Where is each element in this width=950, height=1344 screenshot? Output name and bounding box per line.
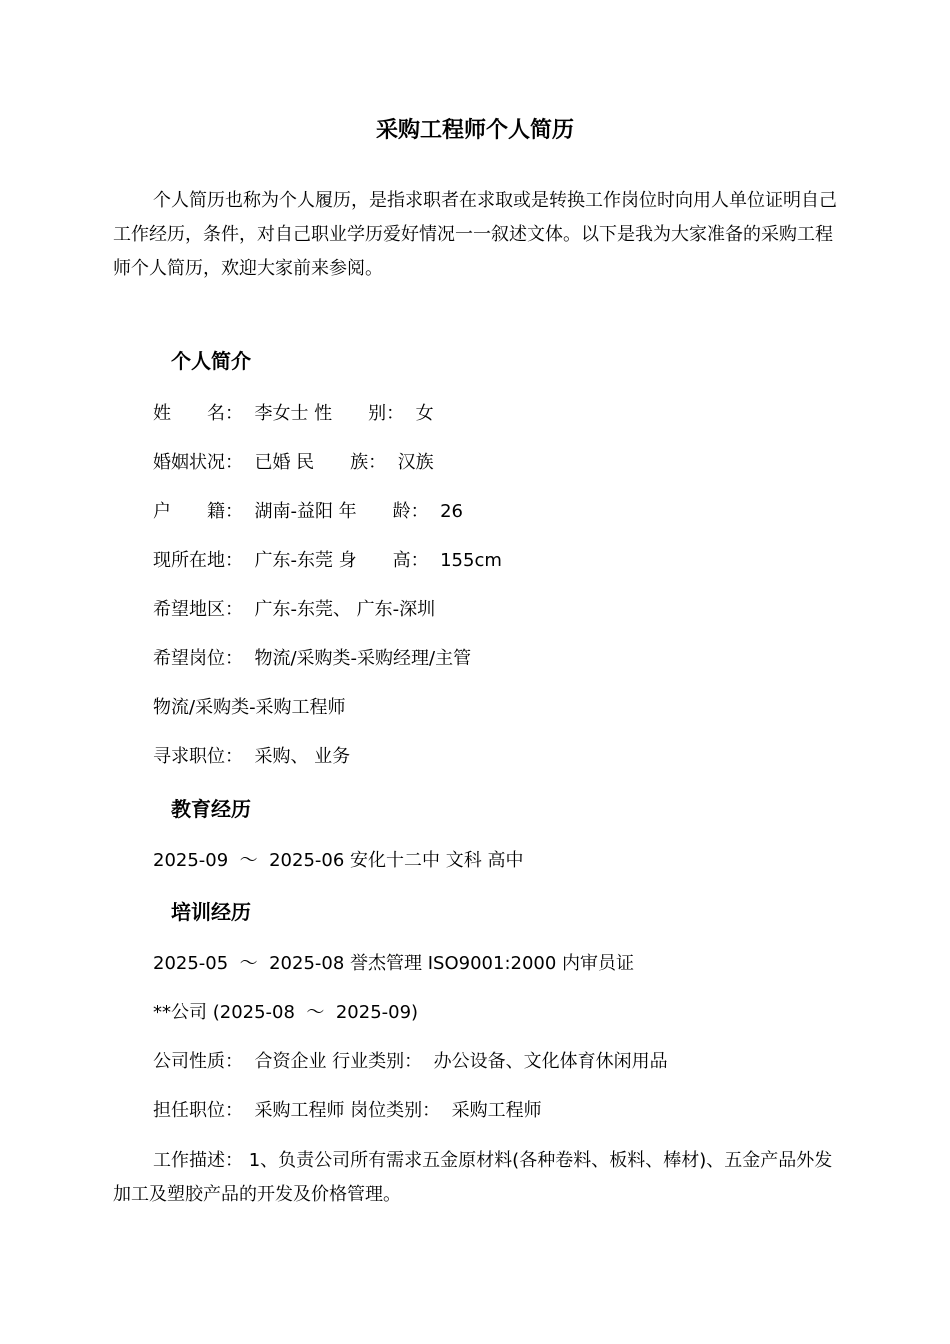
- profile-line-hukou-age: 户 籍： 湖南-益阳 年 龄： 26: [153, 501, 464, 522]
- work-company-type-line: 公司性质： 合资企业 行业类别： 办公设备、文化体育休闲用品: [153, 1051, 668, 1072]
- section-heading-education: 教育经历: [171, 797, 251, 821]
- intro-paragraph: 个人简历也称为个人履历，是指求职者在求取或是转换工作岗位时向用人单位证明自己工作经历，条件，对自己职业学历爱好情况一一叙述文体。以下是我为大家准备的采购工程师个人简历，欢迎大家前来参阅。: [113, 190, 837, 279]
- profile-line-desired-position-cont: 物流/采购类-采购工程师: [153, 697, 346, 718]
- profile-line-location-height: 现所在地： 广东-东莞 身 高： 155cm: [153, 550, 502, 571]
- profile-line-marital-ethnicity: 婚姻状况： 已婚 民 族： 汉族: [153, 452, 434, 473]
- section-heading-profile: 个人简介: [171, 349, 251, 373]
- section-heading-training: 培训经历: [171, 900, 251, 924]
- work-position-line: 担任职位： 采购工程师 岗位类别： 采购工程师: [153, 1100, 542, 1121]
- work-description-paragraph: 工作描述： 1、负责公司所有需求五金原材料(各种卷料、板料、棒材)、五金产品外发加工及塑胶产品的开发及价格管理。: [113, 1150, 833, 1205]
- work-company-line: **公司 (2025-08 ～ 2025-09): [153, 1002, 419, 1023]
- profile-line-desired-region: 希望地区： 广东-东莞、 广东-深圳: [153, 599, 436, 620]
- document-title: 采购工程师个人简历: [375, 118, 574, 143]
- profile-line-name-gender: 姓 名： 李女士 性 别： 女: [153, 403, 434, 424]
- profile-line-desired-position: 希望岗位： 物流/采购类-采购经理/主管: [153, 648, 472, 669]
- education-line: 2025-09 ～ 2025-06 安化十二中 文科 高中: [153, 850, 524, 871]
- training-line: 2025-05 ～ 2025-08 誉杰管理 ISO9001:2000 内审员证: [153, 953, 635, 974]
- profile-line-seeking-job: 寻求职位： 采购、 业务: [153, 746, 351, 767]
